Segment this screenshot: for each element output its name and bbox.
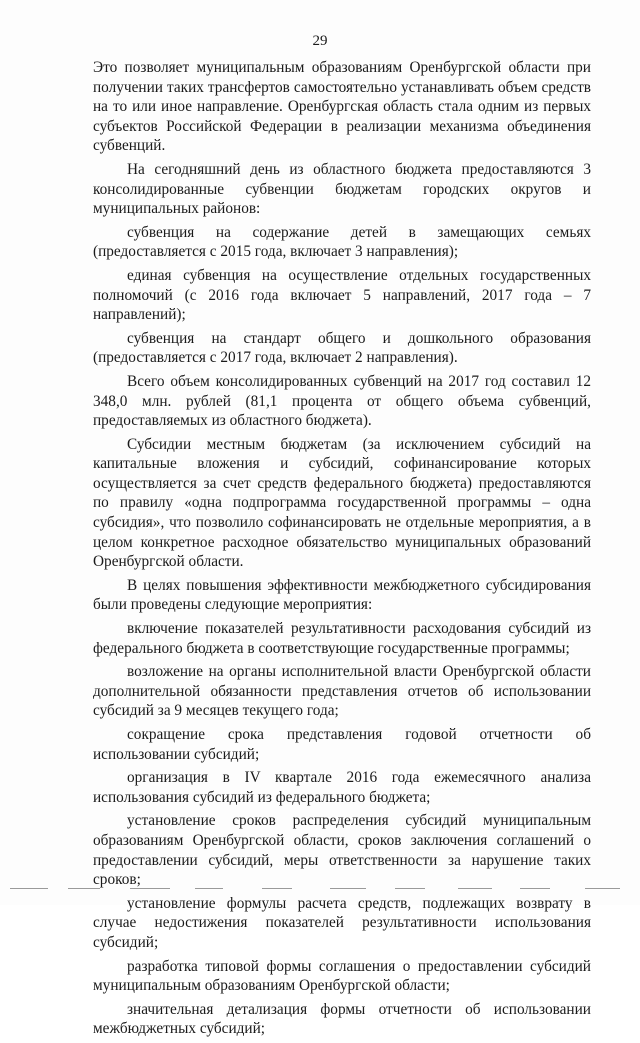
scan-artifact-marks [0, 884, 640, 894]
list-item: возложение на органы исполнительной власти Оренбургской области дополнительной обязанности представления отчетов об использовании субсидий за 9 месяцев текущего года; [93, 663, 591, 720]
list-item: субвенция на стандарт общего и дошкольного образования (предоставляется с 2017 года, включает 2 направления). [93, 329, 591, 367]
list-item: единая субвенция на осуществление отдельных государственных полномочий (с 2016 года включает 5 направлений, 2017 года – 7 направлений); [93, 266, 591, 324]
paragraph: На сегодняшний день из областного бюджета предоставляются 3 консолидированные субвенции бюджетам городских округов и муниципальных районов: [93, 160, 591, 218]
list-item: организация в IV квартале 2016 года ежемесячного анализа использования субсидий из федерального бюджета; [93, 769, 591, 806]
paragraph: Субсидии местным бюджетам (за исключением субсидий на капитальные вложения и субсидий, софинансирование которых осуществляется за счет средств федерального бюджета) предоставляются по правилу «одна подпрограмма государственной программы – одна субсидия», что позволило софинансировать не отдельные мероприятия, а в целом конкретное расходное обязательство муниципальных образований Оренбургской области. [93, 435, 591, 571]
paragraph: В целях повышения эффективности межбюджетного субсидирования были проведены следующие мероприятия: [93, 576, 591, 614]
list-item: установление формулы расчета средств, подлежащих возврату в случае недостижения показателей результативности использования субсидий; [93, 894, 591, 951]
paragraph: Это позволяет муниципальным образованиям Оренбургской области при получении таких трансфертов самостоятельно устанавливать объем средств на то или иное направление. Оренбургская область стала одним из первых субъектов Российской Федерации в реализации механизма объединения субвенций. [93, 59, 591, 155]
list-item: субвенция на содержание детей в замещающих семьях (предоставляется с 2015 года, включает 3 направления); [93, 223, 591, 261]
list-item: значительная детализация формы отчетности об использовании межбюджетных субсидий; [93, 1000, 591, 1038]
list-item: установление сроков распределения субсидий муниципальным образованиям Оренбургской области, сроков заключения соглашений о предоставлении субсидий, меры ответственности за нарушение таких сроков; [93, 812, 591, 889]
list-item: сокращение срока представления годовой отчетности об использовании субсидий; [93, 726, 591, 763]
list-item: включение показателей результативности расходования субсидий из федерального бюджета в соответствующие государственные программы; [93, 620, 591, 657]
list-item: разработка типовой формы соглашения о предоставлении субсидий муниципальным образованиям Оренбургской области; [93, 957, 591, 995]
page-number: 29 [312, 33, 328, 49]
body-text [93, 58, 591, 1043]
paragraph: Всего объем консолидированных субвенций на 2017 год составил 12 348,0 млн. рублей (81,1 процента от общего объема субвенций, предоставляемых из областного бюджета). [93, 372, 591, 430]
